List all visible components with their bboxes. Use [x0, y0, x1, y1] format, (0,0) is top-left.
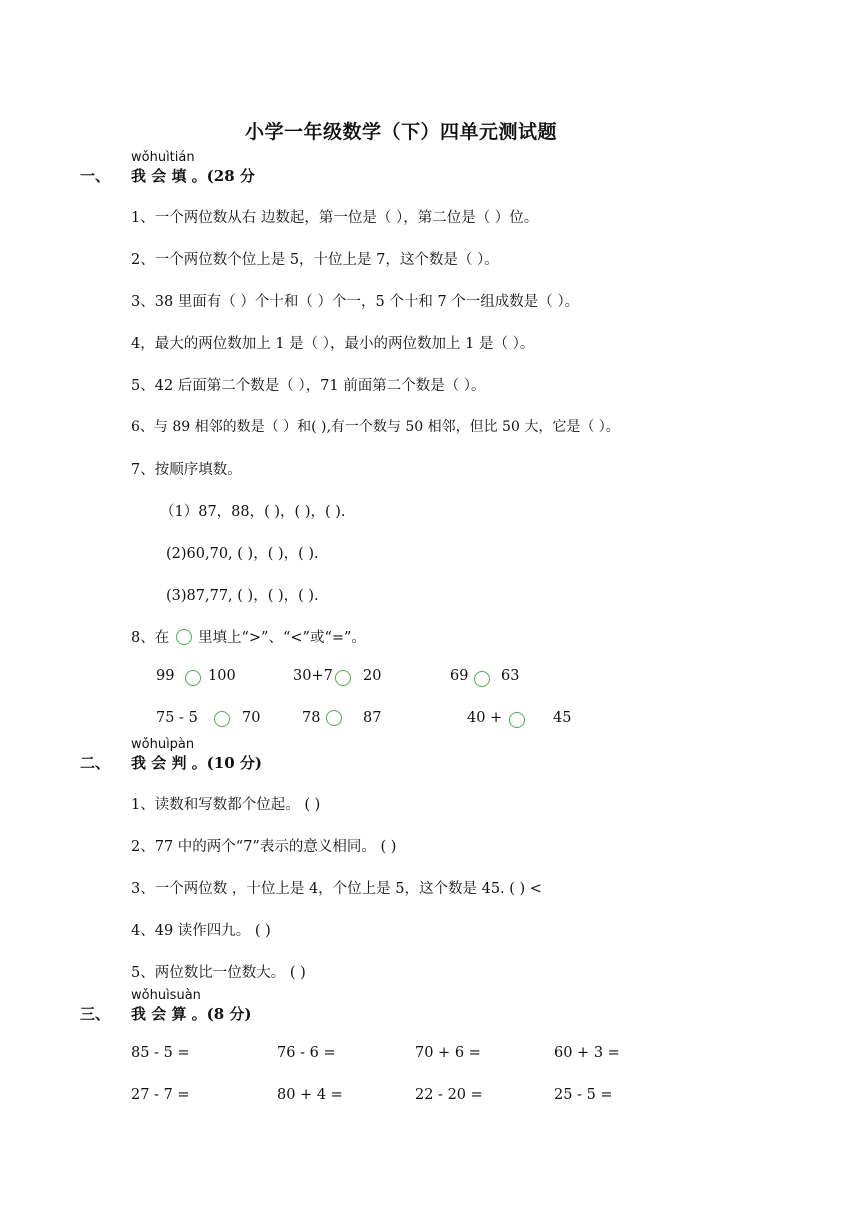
compare-right: 63: [501, 668, 520, 684]
compare-left: 40 +: [467, 710, 503, 726]
question-1-1: 1、一个两位数从右 边数起，第一位是（ ），第二位是（ ）位。: [131, 210, 539, 226]
section-1-title: 我 会 填 。(28 分: [131, 167, 255, 185]
section-1-number: 一、: [80, 167, 111, 185]
compare-left: 69: [450, 668, 469, 684]
calc-problem: 85 - 5 =: [131, 1045, 190, 1061]
calc-problem: 80 + 4 =: [277, 1087, 343, 1103]
compare-right: 100: [208, 668, 236, 684]
compare-right: 20: [363, 668, 382, 684]
section-2-title: 我 会 判 。(10 分): [131, 754, 262, 772]
compare-left: 78: [302, 710, 321, 726]
page-title: 小学一年级数学（下）四单元测试题: [245, 121, 558, 143]
question-1-2: 2、一个两位数个位上是 5，十位上是 7，这个数是（ ）。: [131, 252, 499, 268]
compare-circle-icon: [176, 629, 192, 645]
compare-circle-input[interactable]: [185, 670, 201, 686]
question-1-4: 4，最大的两位数加上 1 是（ ），最小的两位数加上 1 是（ ）。: [131, 336, 535, 352]
compare-right: 45: [553, 710, 572, 726]
compare-circle-input[interactable]: [509, 712, 525, 728]
section-2-number: 二、: [80, 754, 111, 772]
calc-problem: 25 - 5 =: [554, 1087, 613, 1103]
compare-circle-input[interactable]: [214, 711, 230, 727]
judge-item: 2、77 中的两个“7”表示的意义相同。 ( ): [131, 839, 397, 855]
calc-problem: 76 - 6 =: [277, 1045, 336, 1061]
section-1-pinyin: wǒhuìtián: [131, 150, 195, 165]
question-1-6: 6、与 89 相邻的数是（ ）和( ),有一个数与 50 相邻，但比 50 大，它是（ ）。: [131, 419, 620, 435]
question-1-8-suffix: 里填上“>”、“<”或“=”。: [198, 630, 366, 646]
section-2-pinyin: wǒhuìpàn: [131, 737, 195, 752]
compare-circle-input[interactable]: [335, 670, 351, 686]
section-3-number: 三、: [80, 1005, 111, 1023]
judge-item: 4、49 读作四九。 ( ): [131, 923, 271, 939]
compare-left: 75 - 5: [156, 710, 198, 726]
compare-right: 70: [242, 710, 261, 726]
section-3-title: 我 会 算 。(8 分): [131, 1005, 252, 1023]
question-1-8-prefix: 8、在: [131, 630, 170, 646]
compare-left: 99: [156, 668, 175, 684]
compare-circle-input[interactable]: [474, 671, 490, 687]
question-1-7a: （1）87，88，( )，( )，( ).: [160, 504, 346, 520]
judge-item: 5、两位数比一位数大。 ( ): [131, 965, 306, 981]
compare-circle-input[interactable]: [326, 710, 342, 726]
question-1-5: 5、42 后面第二个数是（ ），71 前面第二个数是（ ）。: [131, 378, 486, 394]
calc-problem: 22 - 20 =: [415, 1087, 483, 1103]
compare-right: 87: [363, 710, 382, 726]
question-1-7c: (3)87,77, ( )，( )，( ).: [166, 588, 319, 604]
question-1-7: 7、按顺序填数。: [131, 462, 242, 478]
question-1-7b: (2)60,70, ( )，( )，( ).: [166, 546, 319, 562]
judge-item: 3、一个两位数 ，十位上是 4，个位上是 5，这个数是 45. ( ) <: [131, 881, 542, 897]
compare-left: 30+7: [293, 668, 333, 684]
calc-problem: 60 + 3 =: [554, 1045, 620, 1061]
section-3-pinyin: wǒhuìsuàn: [131, 988, 201, 1003]
question-1-3: 3、38 里面有（ ）个十和（ ）个一，5 个十和 7 个一组成数是（ ）。: [131, 294, 580, 310]
judge-item: 1、读数和写数都个位起。 ( ): [131, 797, 321, 813]
calc-problem: 70 + 6 =: [415, 1045, 481, 1061]
calc-problem: 27 - 7 =: [131, 1087, 190, 1103]
